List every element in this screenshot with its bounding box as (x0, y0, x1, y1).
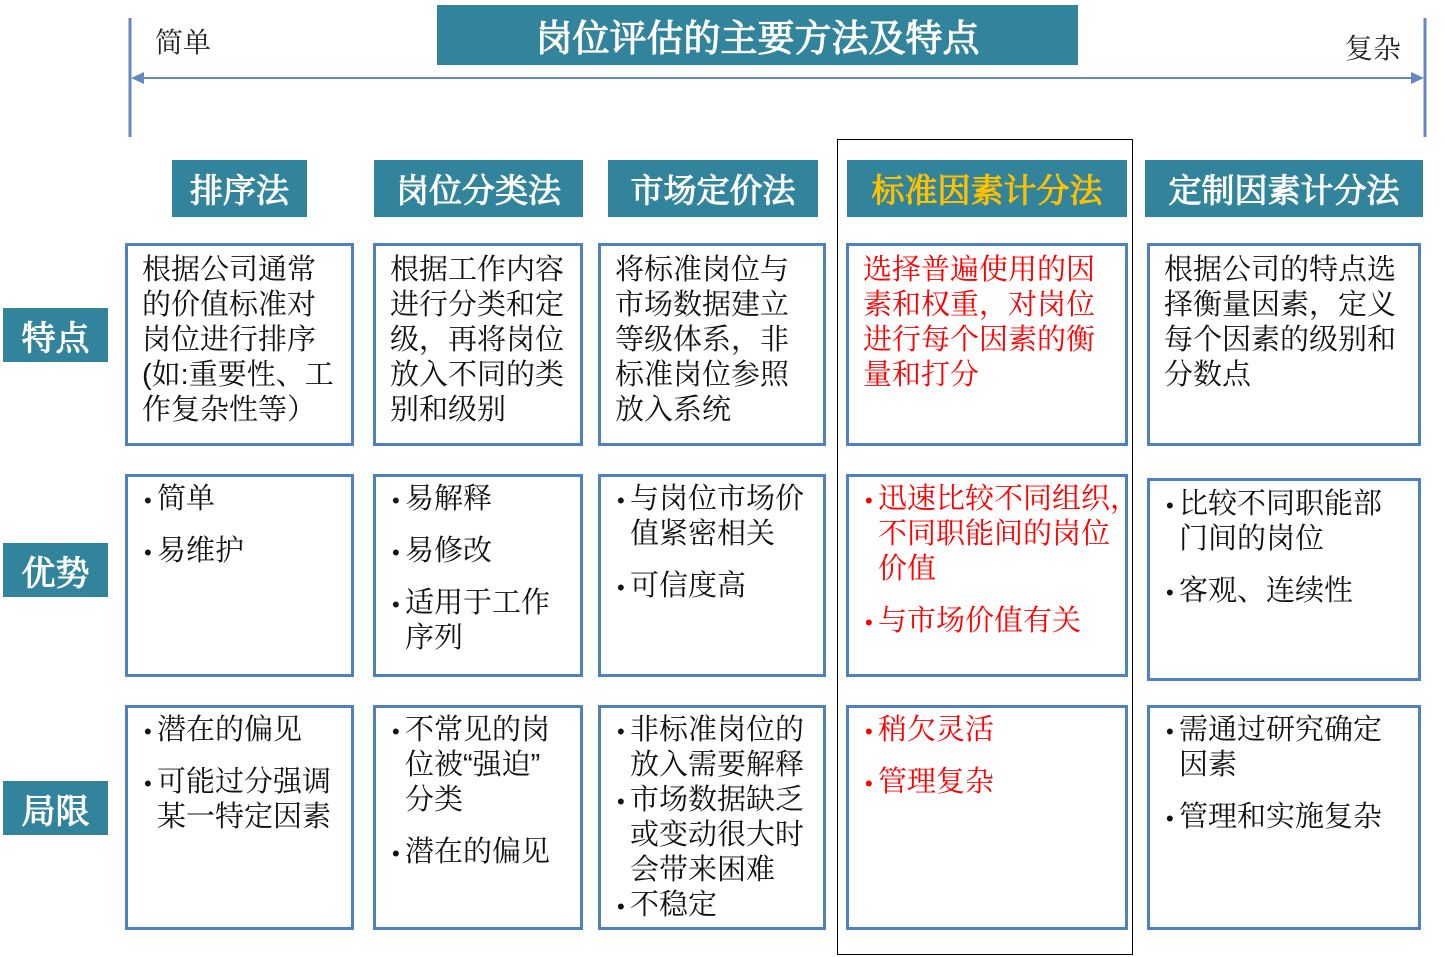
text-line: 位被“强迫” (405, 749, 541, 781)
text-line: 的价值标准对 (142, 289, 317, 321)
text-line: 潜在的偏见 (157, 714, 303, 746)
text-line: 等级体系，非 (615, 324, 790, 356)
bullet-icon (144, 765, 156, 800)
text-line: 每个因素的级别和 (1164, 324, 1397, 356)
text-line: 分类 (405, 784, 464, 816)
text-line: 管理复杂 (878, 766, 995, 798)
bullet-item (144, 482, 351, 517)
page-title-text: 岗位评估的主要方法及特点 (535, 18, 980, 59)
bullet-icon (865, 604, 877, 639)
bullet-item (617, 888, 823, 923)
bullet-item (144, 765, 351, 835)
text-line: 放入系统 (615, 394, 732, 426)
bullet-item (392, 835, 580, 870)
text-line: 将标准岗位与 (615, 254, 790, 286)
bullet-icon (617, 783, 629, 818)
bullet-item (392, 586, 580, 656)
bullet-item (617, 569, 823, 604)
bullet-item (1166, 574, 1418, 609)
text-line: 不常见的岗 (405, 714, 551, 746)
text-line: 客观、连续性 (1179, 575, 1354, 607)
text-line: 作复杂性等） (142, 394, 317, 426)
column-header-market-pricing: 市场定价法 (608, 160, 818, 217)
scale-complex-label: 复杂 (1345, 33, 1402, 64)
cell-market-pricing-limitations (598, 705, 826, 930)
bullet-icon (865, 765, 877, 800)
text-line: 适用于工作 (405, 587, 551, 619)
text-line: 标准岗位参照 (615, 359, 790, 391)
bullet-item (1166, 800, 1418, 835)
text-line: 根据公司通常 (142, 254, 317, 286)
bullet-icon (617, 713, 629, 748)
text-line: 潜在的偏见 (405, 836, 551, 868)
bullet-item (617, 482, 823, 552)
bullet-item (392, 482, 580, 517)
row-label-features: 特点 (3, 308, 108, 362)
bullet-icon (617, 569, 629, 604)
bullet-icon (392, 713, 404, 748)
bullet-icon (392, 586, 404, 621)
bullet-icon (1166, 487, 1178, 522)
column-header-job-classification: 岗位分类法 (374, 160, 583, 217)
text-line: 不稳定 (630, 889, 718, 921)
row-label-advantages: 优势 (3, 543, 108, 597)
bullet-icon (865, 482, 877, 517)
cell-standard-factor-features (846, 243, 1128, 446)
page-title (437, 5, 1078, 65)
text-line: 会带来困难 (630, 854, 776, 886)
text-line: 比较不同职能部 (1179, 488, 1383, 520)
bullet-item (865, 713, 1125, 748)
bullet-icon (617, 888, 629, 923)
bullet-icon (392, 835, 404, 870)
bullet-item (617, 783, 823, 888)
text-line: 因素 (1179, 749, 1238, 781)
bullet-item (392, 534, 580, 569)
text-line: 进行每个因素的衡 (863, 324, 1096, 356)
text-line: 某一特定因素 (157, 801, 332, 833)
left-arrowhead-icon (131, 72, 144, 84)
text-line: 岗位进行排序 (142, 324, 317, 356)
bullet-icon (1166, 713, 1178, 748)
text-line: 简单 (157, 483, 216, 515)
text-line: 门间的岗位 (1179, 523, 1325, 555)
text-line: 市场数据建立 (615, 289, 790, 321)
bullet-icon (392, 534, 404, 569)
column-header-standard-factor: 标准因素计分法 (847, 160, 1127, 217)
bullet-item (1166, 713, 1418, 783)
bullet-icon (392, 482, 404, 517)
bullet-icon (144, 482, 156, 517)
text-line: 可能过分强调 (157, 766, 332, 798)
text-line: 稍欠灵活 (878, 714, 995, 746)
cell-market-pricing-features (598, 243, 826, 446)
text-line: 易解释 (405, 483, 493, 515)
text-line: 级，再将岗位 (390, 324, 565, 356)
text-line: 或变动很大时 (630, 819, 805, 851)
cell-custom-factor-advantages (1147, 478, 1421, 681)
text-line: 量和打分 (863, 359, 980, 391)
text-line: 根据公司的特点选 (1164, 254, 1397, 286)
bullet-icon (144, 713, 156, 748)
text-line: 易维护 (157, 535, 245, 567)
text-line: 需通过研究确定 (1179, 714, 1383, 746)
text-line: (如:重要性、工 (142, 359, 334, 391)
text-line: 放入需要解释 (630, 749, 805, 781)
text-line: 不同职能间的岗位 (878, 518, 1111, 550)
cell-market-pricing-advantages (598, 474, 826, 677)
text-line: 别和级别 (390, 394, 507, 426)
cell-ranking-advantages (125, 474, 354, 677)
cell-custom-factor-features (1147, 243, 1421, 446)
cell-job-classification-limitations (373, 705, 583, 930)
bullet-item (617, 713, 823, 783)
bullet-icon (1166, 800, 1178, 835)
text-line: 可信度高 (630, 570, 747, 602)
bullet-item (144, 534, 351, 569)
row-label-limitations: 局限 (3, 781, 108, 835)
text-line: 与岗位市场价 (630, 483, 805, 515)
cell-job-classification-features (373, 243, 583, 446)
bullet-icon (617, 482, 629, 517)
cell-standard-factor-advantages (846, 474, 1140, 677)
text-line: 管理和实施复杂 (1179, 801, 1383, 833)
text-line: 市场数据缺乏 (630, 784, 805, 816)
cell-ranking-features (125, 243, 354, 446)
cell-ranking-limitations (125, 705, 354, 930)
text-line: 迅速比较不同组织， (878, 483, 1140, 515)
right-arrowhead-icon (1411, 72, 1424, 84)
bullet-item (865, 765, 1125, 800)
text-line: 非标准岗位的 (630, 714, 805, 746)
text-line: 放入不同的类 (390, 359, 565, 391)
bullet-item (865, 482, 1140, 587)
cell-custom-factor-limitations (1147, 705, 1421, 930)
bullet-item (865, 604, 1125, 639)
text-line: 分数点 (1164, 359, 1252, 391)
text-line: 根据工作内容 (390, 254, 565, 286)
scale-simple-label: 简单 (155, 27, 212, 58)
bullet-item (392, 713, 580, 818)
text-line: 价值 (878, 553, 937, 585)
bullet-icon (144, 534, 156, 569)
text-line: 进行分类和定 (390, 289, 565, 321)
text-line: 择衡量因素，定义 (1164, 289, 1397, 321)
text-line: 选择普遍使用的因 (863, 254, 1096, 286)
cell-standard-factor-limitations (846, 705, 1128, 930)
cell-job-classification-advantages (373, 474, 583, 677)
column-header-ranking: 排序法 (172, 160, 307, 217)
text-line: 素和权重，对岗位 (863, 289, 1096, 321)
bullet-icon (865, 713, 877, 748)
text-line: 值紧密相关 (630, 518, 776, 550)
text-line: 与市场价值有关 (878, 605, 1082, 637)
bullet-item (144, 713, 351, 748)
column-header-custom-factor: 定制因素计分法 (1145, 160, 1423, 217)
text-line: 易修改 (405, 535, 493, 567)
text-line: 序列 (405, 622, 464, 654)
bullet-icon (1166, 574, 1178, 609)
bullet-item (1166, 487, 1418, 557)
